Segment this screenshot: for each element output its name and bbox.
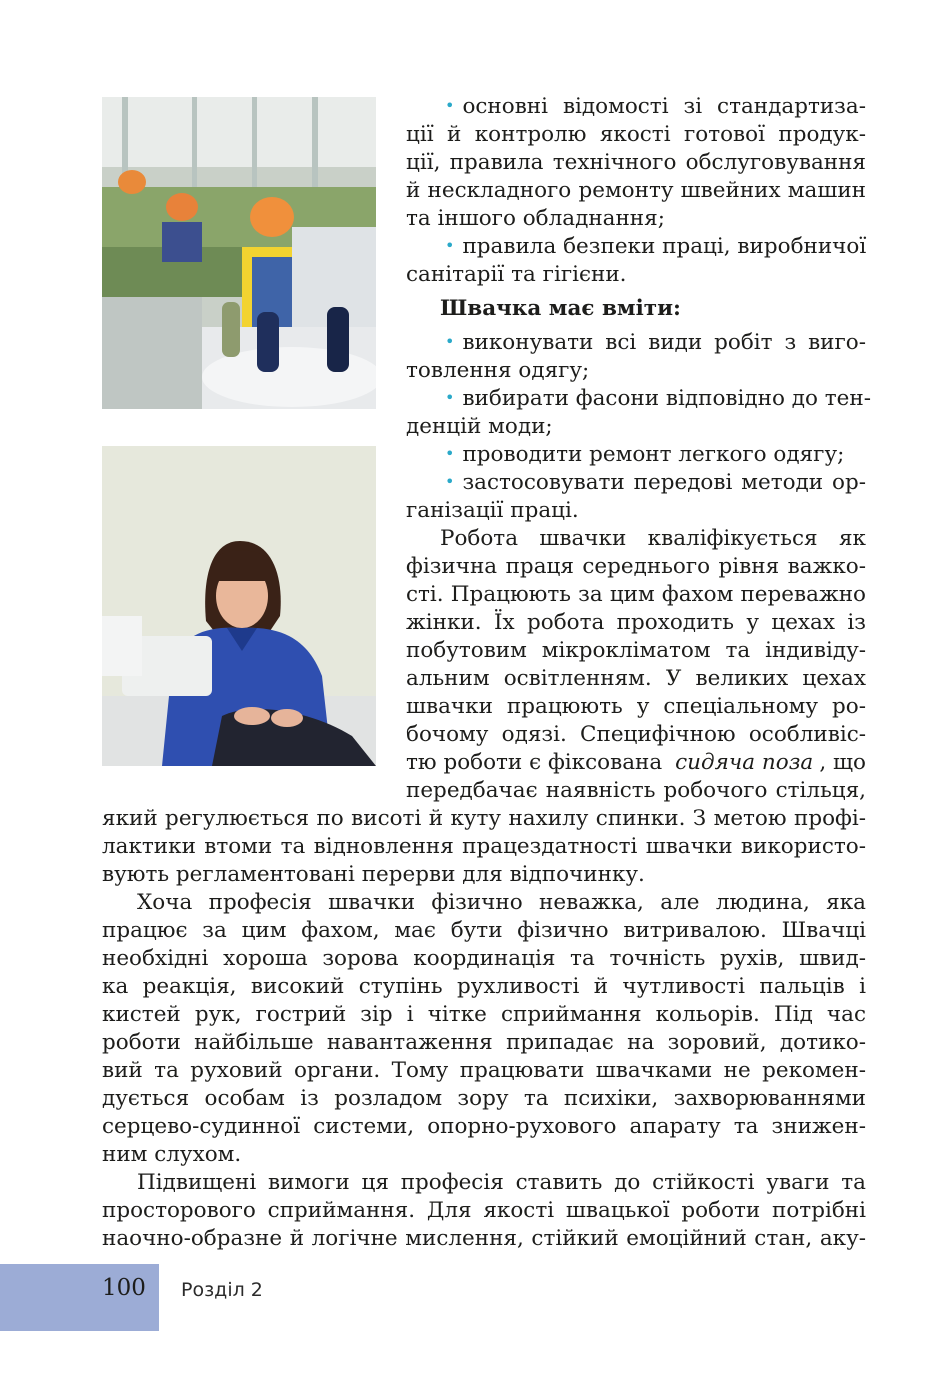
text-line: та іншого обладнання; xyxy=(406,206,665,231)
text-line: Робота швачки кваліфікується як xyxy=(440,526,866,551)
text-line: лактики втоми та відновлення працездатності швачки використо- xyxy=(102,834,866,859)
text-line: наочно-образне й логічне мислення, стійкий емоційний стан, аку- xyxy=(102,1226,866,1251)
text-line: • виконувати всі види робіт з виго- xyxy=(445,330,866,355)
text-line: тю роботи є фіксована сидяча поза , що xyxy=(406,750,866,775)
text-line: й нескладного ремонту швейних машин xyxy=(406,178,866,203)
text-line: • правила безпеки праці, виробничої xyxy=(445,234,867,259)
text-line: ганізації праці. xyxy=(406,498,579,523)
text-line: працює за цим фахом, має бути фізично витривалою. Швачці xyxy=(102,918,866,943)
bullet-icon: • xyxy=(445,236,455,255)
text-line: • основні відомості зі стандартиза- xyxy=(445,94,866,119)
text-line: вий та руховий органи. Тому працювати швачками не рекомен- xyxy=(102,1058,866,1083)
text-line: денцій моди; xyxy=(406,414,553,439)
text-line: санітарії та гігієни. xyxy=(406,262,627,287)
text-line: Хоча професія швачки фізично неважка, але людина, яка xyxy=(137,890,866,915)
text-line: кистей рук, гострий зір і чітке сприймання кольорів. Під час xyxy=(102,1002,866,1027)
text-line: ції й контролю якості готової продук- xyxy=(406,122,866,147)
bullet-icon: • xyxy=(445,96,455,115)
text-line: швачки працюють у спеціальному ро- xyxy=(406,694,866,719)
text-line: Підвищені вимоги ця професія ставить до стійкості уваги та xyxy=(137,1170,866,1195)
sewing-workshop-photo xyxy=(102,97,376,409)
text-line: жінки. Їх робота проходить у цехах із xyxy=(406,610,866,635)
text-line: ка реакція, високий ступінь рухливості й чутливості пальців і xyxy=(102,974,866,999)
text-line: бочому одязі. Специфічною особливіс- xyxy=(406,722,866,747)
text-line: побутовим мікрокліматом та індивіду- xyxy=(406,638,866,663)
text-line: серцево-судинної системи, опорно-рухового апарату та знижен- xyxy=(102,1114,866,1139)
text-line: сті. Працюють за цим фахом переважно xyxy=(406,582,866,607)
text-line: просторового сприймання. Для якості швацької роботи потрібні xyxy=(102,1198,866,1223)
section-heading: Швачка має вміти: xyxy=(440,296,681,321)
page-number: 100 xyxy=(102,1275,146,1301)
text-line: альним освітленням. У великих цехах xyxy=(406,666,866,691)
text-line: фізична праця середнього рівня важко- xyxy=(406,554,866,579)
emphasis-text: сидяча поза xyxy=(675,750,814,775)
bullet-icon: • xyxy=(445,332,455,351)
bullet-icon: • xyxy=(445,472,455,491)
text-line: • проводити ремонт легкого одягу; xyxy=(445,442,845,467)
bullet-icon: • xyxy=(445,388,455,407)
section-label: Розділ 2 xyxy=(181,1279,263,1301)
text-line: вують регламентовані перерви для відпочинку. xyxy=(102,862,645,887)
bullet-icon: • xyxy=(445,444,455,463)
text-line: ції, правила технічного обслуговування xyxy=(406,150,866,175)
text-line: дується особам із розладом зору та психіки, захворюваннями xyxy=(102,1086,866,1111)
text-line: • застосовувати передові методи ор- xyxy=(445,470,866,495)
text-line: передбачає наявність робочого стільця, xyxy=(406,778,866,803)
text-line: роботи найбільше навантаження припадає на зоровий, дотико- xyxy=(102,1030,866,1055)
text-line: товлення одягу; xyxy=(406,358,590,383)
text-line: • вибирати фасони відповідно до тен- xyxy=(445,386,871,411)
text-line: необхідні хороша зорова координація та точність рухів, швид- xyxy=(102,946,866,971)
seamstress-photo xyxy=(102,446,376,766)
text-line: який регулюється по висоті й куту нахилу спинки. З метою профі- xyxy=(102,806,866,831)
text-line: ним слухом. xyxy=(102,1142,242,1167)
